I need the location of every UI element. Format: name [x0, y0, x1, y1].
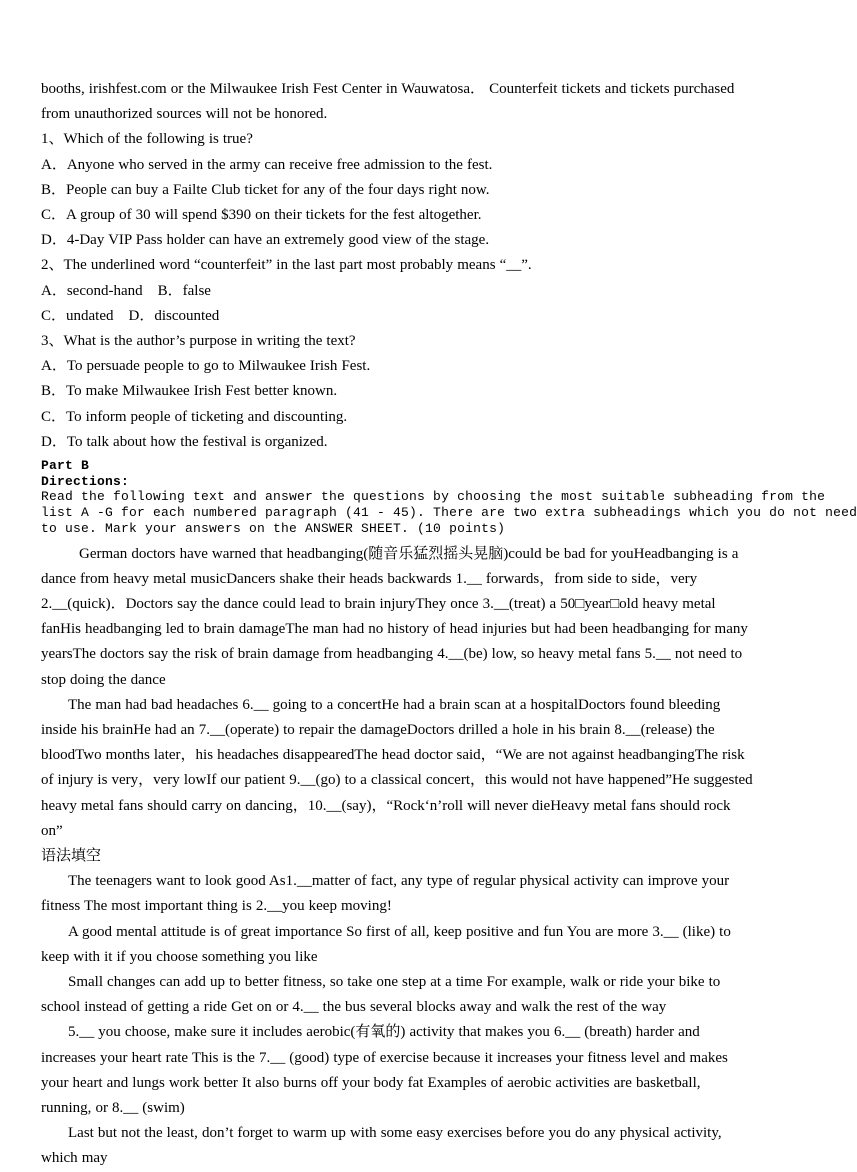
- grammar-paragraph-1: The teenagers want to look good As1.__matter of fact, any type of regular physical activity can improve your fitness The most important thing is 2.__you keep moving!: [41, 873, 730, 915]
- cloze-paragraph-2: The man had bad headaches 6.__ going to a concertHe had a brain scan at a hospitalDoctors found bleeding inside his brainHe had an 7.__(operate) to repair the damageDoctors drilled a hole in his brain 8.__(release) the bloodTwo months later，his headaches disappearedThe head doctor said，“We are not against headbangingThe risk of injury is very，very lowIf our patient 9.__(go) to a classical concert，this would not have happened”He suggested heavy metal fans should carry on dancing，10.__(say)，“Rock‘n’roll will never dieHeavy metal fans should rock on”: [41, 696, 753, 839]
- question-3-option-c: C．To inform people of ticketing and discounting.: [41, 408, 348, 425]
- passage-continuation-text: booths, irishfest.com or the Milwaukee Irish Fest Center in Wauwatosa． Counterfeit tickets and tickets purchased from unauthorized sources will not be honored.: [41, 81, 735, 123]
- grammar-paragraph-2: A good mental attitude is of great importance So first of all, keep positive and fun You are more 3.__ (like) to keep with it if you choose something you like: [41, 923, 731, 965]
- cloze-paragraph-1: German doctors have warned that headbanging(随音乐猛烈摇头晃脑)could be bad for youHeadbanging is a dance from heavy metal musicDancers shake their heads backwards 1.__ forwards，from side to side，very 2.__(quick)．Doctors say the dance could lead to brain injuryThey once 3.__(treat) a 50□year□old heavy metal fanHis headbanging led to brain damageThe man had no history of head injuries but had been headbanging for many yearsThe doctors say the risk of brain damage from headbanging 4.__(be) low, so heavy metal fans 5.__ not need to stop doing the dance: [41, 545, 748, 688]
- question-1-stem: 1、Which of the following is true?: [41, 131, 253, 148]
- grammar-fill-section: [41, 844, 754, 1172]
- question-3-option-a: A．To persuade people to go to Milwaukee Irish Fest.: [41, 358, 371, 375]
- question-2-options-ab: A．second-hand B．false: [41, 282, 211, 299]
- grammar-paragraph-3: Small changes can add up to better fitness, so take one step at a time For example, walk or ride your bike to school instead of getting a ride Get on or 4.__ the bus several blocks away and walk the rest of the way: [41, 974, 721, 1016]
- directions-label: Directions:: [41, 473, 130, 489]
- question-1-option-b: B．People can buy a Failte Club ticket for any of the four days right now.: [41, 181, 490, 198]
- grammar-section-heading: 语法填空: [41, 848, 102, 864]
- directions-line-3: to use. Mark your answers on the ANSWER SHEET. (10 points): [41, 520, 506, 536]
- question-3-option-d: D．To talk about how the festival is organized.: [41, 433, 328, 450]
- part-b-title: Part B: [41, 458, 90, 474]
- directions-line-1: Read the following text and answer the questions by choosing the most suitable subheading from the: [41, 489, 826, 505]
- question-1-option-a: A．Anyone who served in the army can receive free admission to the fest.: [41, 156, 493, 173]
- question-1-option-d: D．4-Day VIP Pass holder can have an extremely good view of the stage.: [41, 232, 490, 249]
- directions-line-2: list A -G for each numbered paragraph (41 - 45). There are two extra subheadings which you do not need: [41, 505, 857, 521]
- grammar-paragraph-4: 5.__ you choose, make sure it includes aerobic(有氧的) activity that makes you 6.__ (breath) harder and increases your heart rate This is the 7.__ (good) type of exercise because it increases your fitness level and makes your heart and lungs work better It also burns off your body fat Examples of aerobic activities are basketball, running, or 8.__ (swim): [41, 1024, 728, 1117]
- question-2-stem: 2、The underlined word “counterfeit” in the last part most probably means “__”.: [41, 257, 532, 274]
- question-2-options-cd: C．undated D．discounted: [41, 307, 220, 324]
- question-3-stem: 3、What is the author’s purpose in writing the text?: [41, 333, 356, 350]
- question-1-option-c: C．A group of 30 will spend $390 on their tickets for the fest altogether.: [41, 207, 482, 224]
- cloze-passage-section: [41, 542, 754, 844]
- question-3-option-b: B．To make Milwaukee Irish Fest better known.: [41, 383, 338, 400]
- grammar-paragraph-5: Last but not the least, don’t forget to warm up with some easy exercises before you do any physical activity, which may: [41, 1125, 722, 1167]
- part-b-directions-section: [41, 458, 857, 537]
- reading-questions-section: [41, 77, 754, 455]
